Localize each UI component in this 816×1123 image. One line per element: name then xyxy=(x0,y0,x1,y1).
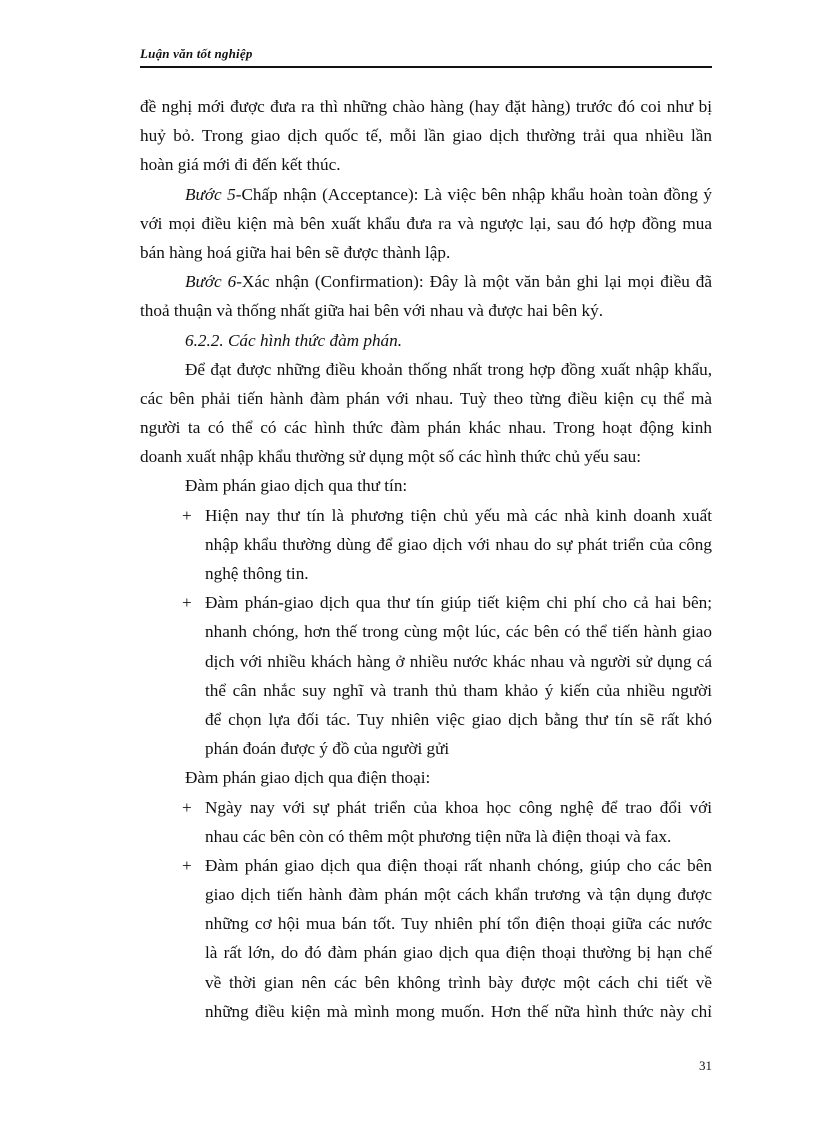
text-line: thoả thuận và thống nhất giữa hai bên với nhau và được hai bên ký. xyxy=(140,301,604,321)
text-line: là rất lớn, do đó đàm phán giao dịch qua điện thoại thường bị hạn chế xyxy=(205,943,712,963)
text-line: bán hàng hoá giữa hai bên sẽ được thành lập. xyxy=(140,242,451,262)
bullet-marker: + xyxy=(182,593,192,613)
list-item-text: Đàm phán giao dịch qua điện thoại rất nhanh chóng, giúp cho các bên xyxy=(205,855,712,875)
page-header xyxy=(140,46,712,68)
text-line: nghệ thông tin. xyxy=(205,564,309,583)
text-line: nhau các bên còn có thêm một phương tiện nữa là điện thoại và fax. xyxy=(205,826,672,846)
list-item-text: Hiện nay thư tín là phương tiện chủ yếu mà các nhà kinh doanh xuất xyxy=(205,505,712,525)
list-item xyxy=(140,501,712,530)
step-5-text: -Chấp nhận (Acceptance): Là việc bên nhập khẩu hoàn toàn đồng ý xyxy=(235,184,712,204)
section-heading-text: 6.2.2. Các hình thức đàm phán. xyxy=(185,330,403,350)
text-line: các bên phải tiến hành đàm phán với nhau. Tuỳ theo từng điều kiện cụ thể mà xyxy=(140,388,712,408)
text-line: những điều kiện mà mình mong muốn. Hơn thế nữa hình thức này chỉ xyxy=(205,1001,712,1021)
subheading-phone-text: Đàm phán giao dịch qua điện thoại: xyxy=(185,768,431,788)
text-line: những cơ hội mua bán tốt. Tuy nhiên phí tổn điện thoại giữa các nước xyxy=(205,914,712,934)
step-5-line xyxy=(140,180,712,209)
step-6-line xyxy=(140,267,712,296)
text-line: thể cân nhắc suy nghĩ và tranh thủ tham khảo ý kiến của nhiều người xyxy=(205,680,712,700)
list-item xyxy=(140,793,712,822)
text-line: với mọi điều kiện mà bên xuất khẩu đưa ra và ngược lại, sau đó hợp đồng mua xyxy=(140,213,712,233)
bullet-marker: + xyxy=(182,855,192,875)
page-number: 31 xyxy=(699,1058,712,1073)
header-rule xyxy=(140,66,712,68)
text-line: nhập khẩu thường dùng để giao dịch với nhau do sự phát triển của công xyxy=(205,534,712,554)
text-line: hoàn giá mới đi đến kết thúc. xyxy=(140,155,341,175)
step-6-text: -Xác nhận (Confirmation): Đây là một văn bản ghi lại mọi điều đã xyxy=(236,272,712,292)
text-line: dịch với nhiều khách hàng ở nhiều nước khác nhau và người sử dụng cá xyxy=(205,651,712,671)
text-line: về thời gian nên các bên không trình bày được một cách chi tiết về xyxy=(205,972,712,992)
section-heading xyxy=(140,326,712,355)
text-line: Để đạt được những điều khoản thống nhất trong hợp đồng xuất nhập khẩu, xyxy=(185,359,712,379)
text-line: huỷ bỏ. Trong giao dịch quốc tế, mỗi lần giao dịch thường trải qua nhiều lần xyxy=(140,126,712,146)
list-item xyxy=(140,851,712,880)
subheading-mail: Đàm phán giao dịch qua thư tín: xyxy=(185,476,408,496)
text-line: giao dịch tiến hành đàm phán một cách khẩn trương và tận dụng được xyxy=(205,885,712,905)
list-item xyxy=(140,588,712,617)
bullet-marker: + xyxy=(182,797,192,817)
step-6-label: Bước 6 xyxy=(185,272,237,292)
bullet-marker: + xyxy=(182,505,192,525)
list-item-text: Đàm phán-giao dịch qua thư tín giúp tiết kiệm chi phí cho cả hai bên; xyxy=(205,593,712,613)
body-text xyxy=(140,92,712,1026)
text-line: phán đoán được ý đồ của người gửi xyxy=(205,739,450,759)
text-line: nhanh chóng, hơn thế trong cùng một lúc, các bên có thể tiến hành giao xyxy=(205,622,712,642)
text-line: người ta có thể có các hình thức đàm phán khác nhau. Trong hoạt động kinh xyxy=(140,418,712,438)
text-line: đề nghị mới được đưa ra thì những chào hàng (hay đặt hàng) trước đó coi như bị xyxy=(140,97,712,116)
step-5-label: Bước 5 xyxy=(185,184,236,204)
text-line: để chọn lựa đối tác. Tuy nhiên việc giao dịch bằng thư tín sẽ rất khó xyxy=(205,709,712,729)
header-title: Luận văn tốt nghiệp xyxy=(140,46,253,61)
list-item-text: Ngày nay với sự phát triển của khoa học công nghệ để trao đổi với xyxy=(205,797,712,817)
text-line: doanh xuất nhập khẩu thường sử dụng một số các hình thức chủ yếu sau: xyxy=(140,447,642,467)
subheading-phone xyxy=(140,763,712,792)
